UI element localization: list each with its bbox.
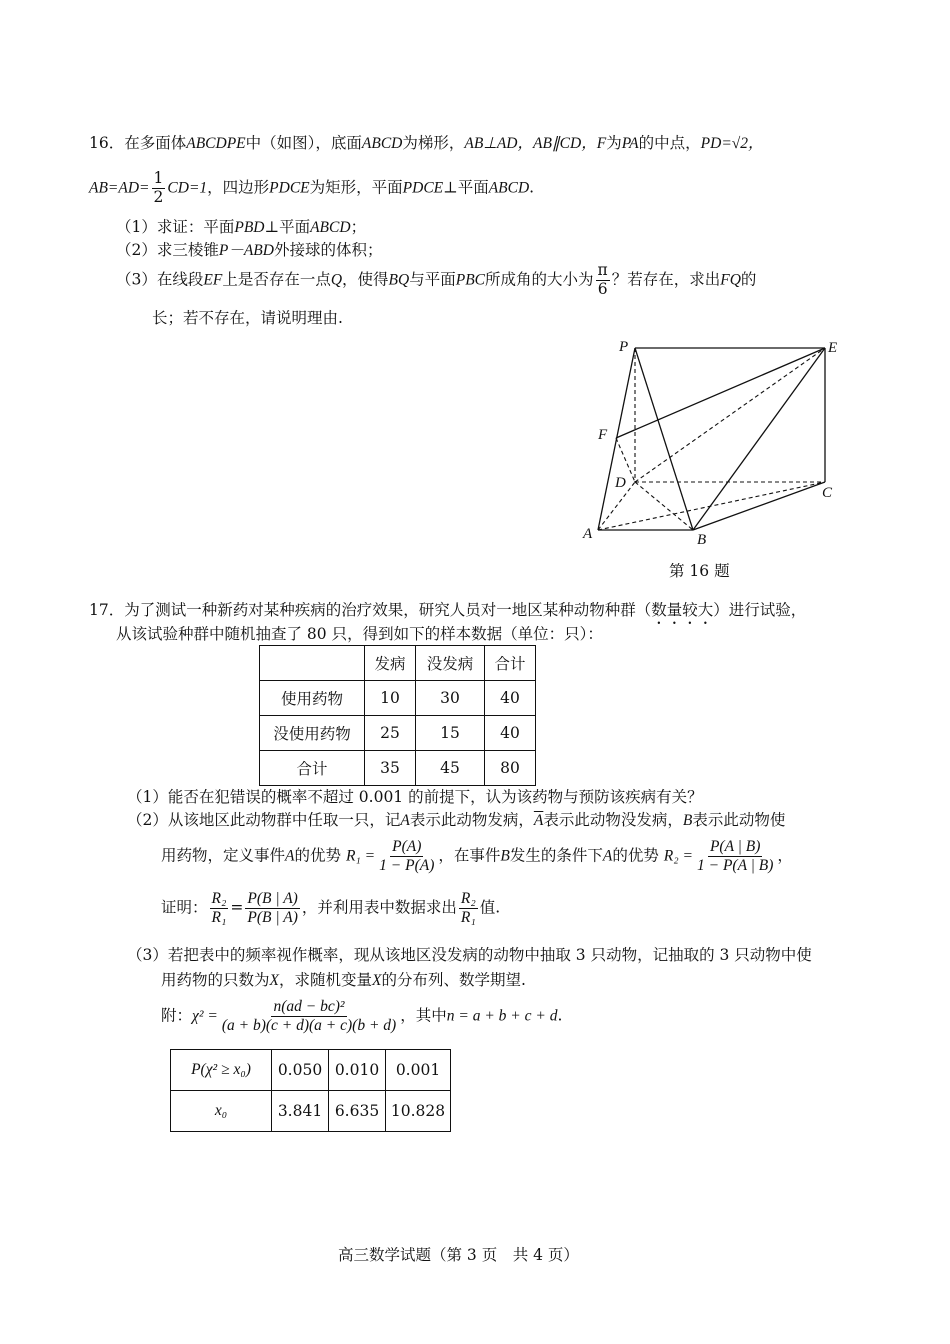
label-D: D — [615, 475, 626, 491]
r1-fraction: $\frac{P(A)}{1 - P(A)}$ — [379, 838, 435, 874]
q16-part2: （2）求三棱锥P－ABD外接球的体积； — [116, 241, 383, 259]
table-row: 使用药物 10 30 40 — [260, 681, 536, 716]
edge-CB — [693, 482, 825, 530]
edge-EB — [693, 348, 825, 530]
q16-line2: AB=AD= $\frac{1}{2}$ CD=1，四边形PDCE为矩形，平面PDCE⊥平面ABCD. — [89, 169, 535, 206]
q17-part2-line2: 用药物，定义事件A的优势 R₁ = $\frac{P(A)}{1 - P(A)}$ ，在事件B发生的条件下A的优势 R₂ = $\frac{P(A | B)}{1 - P(A | B)}$ ， — [161, 838, 793, 874]
sample-data-table — [259, 645, 536, 786]
q16-part1: （1）求证：平面PBD⊥平面ABCD； — [116, 218, 367, 236]
chi-square-critical-table — [170, 1049, 451, 1132]
table-row: x₀ 3.841 6.635 10.828 — [171, 1091, 451, 1132]
conditional-fraction: $\frac{P(B | A)}{P(B | \overline{A})}$ — [247, 890, 298, 926]
edge-PB — [635, 348, 693, 530]
label-C: C — [822, 485, 833, 501]
appendix-formula: 附：χ² = $\frac{\text{n(ad − bc)²}}{(a + b)(c + d)(a + c)(b + d)}$ ，其中n = a + b + c + d. — [161, 998, 563, 1034]
q17-part3-line1: （3）若把表中的频率视作概率，现从该地区没发病的动物中抽取 3 只动物，记抽取的 3 只动物中使 — [127, 946, 812, 964]
label-F: F — [598, 427, 608, 443]
q17-part3-line2: 用药物的只数为X，求随机变量X的分布列、数学期望. — [161, 971, 526, 989]
q17-part2-line3: 证明： $\frac{\text{R₂}}{\text{R₁}}$ = $\frac{P(B | A)}{P(B | \overline{A})}$ ，并利用表中数据求出 $\frac{\text{R₂}}{\text{R₁}}$ 值. — [161, 890, 501, 926]
page-footer: 高三数学试题（第 3 页 共 4 页） — [338, 1246, 579, 1264]
label-A: A — [583, 526, 593, 542]
half-fraction: $\frac{1}{2}$ — [153, 169, 164, 206]
q17-line1: 17．为了测试一种新药对某种疾病的治疗效果，研究人员对一地区某种动物种群（数量较大）进行试验， — [89, 601, 807, 619]
chi-square-fraction: $\frac{\text{n(ad − bc)²}}{(a + b)(c + d)(a + c)(b + d)}$ — [221, 998, 397, 1034]
label-B: B — [697, 532, 707, 548]
label-E: E — [828, 340, 838, 356]
q17-part1: （1）能否在犯错误的概率不超过 0.001 的前提下，认为该药物与预防该疾病有关？ — [127, 788, 703, 806]
q16-line1: 16．在多面体ABCDPE中（如图），底面ABCD为梯形，AB⊥AD，AB∥CD，F为PA的中点，PD=√2， — [89, 134, 764, 152]
pi-over-6-fraction: $\frac{\pi}{6}$ — [597, 261, 608, 298]
figure-caption: 第 16 题 — [669, 562, 730, 580]
edge-FE — [616, 348, 825, 438]
q17-line2: 从该试验种群中随机抽查了 80 只，得到如下的样本数据（单位：只）： — [116, 625, 603, 643]
q16-part3-line1: （3）在线段EF上是否存在一点Q，使得BQ与平面PBC所成角的大小为 $\frac{\pi}{6}$ ？若存在，求出FQ的 — [116, 261, 757, 298]
r2-fraction: $\frac{P(A | B)}{1 - P(A | B)}$ — [696, 838, 774, 874]
ratio-fraction: $\frac{\text{R₂}}{\text{R₁}}$ — [211, 890, 227, 926]
edge-DB — [635, 482, 693, 530]
table-row: 发病 没发病 合计 — [260, 646, 536, 681]
q16-part3-line2: 长；若不存在，请说明理由. — [152, 309, 343, 327]
ratio2-fraction: $\frac{\text{R₂}}{\text{R₁}}$ — [460, 890, 476, 926]
edge-DE — [635, 348, 825, 482]
label-P: P — [619, 339, 629, 355]
polyhedron-figure — [570, 332, 860, 552]
q17-part2-line1: （2）从该地区此动物群中任取一只，记A表示此动物发病，$\overline{A}$表示此动物没发病，B表示此动物使 — [127, 811, 786, 829]
table-row: 合计 35 45 80 — [260, 751, 536, 786]
table-row: P(χ² ≥ x₀) 0.050 0.010 0.001 — [171, 1050, 451, 1091]
table-row: 没使用药物 25 15 40 — [260, 716, 536, 751]
